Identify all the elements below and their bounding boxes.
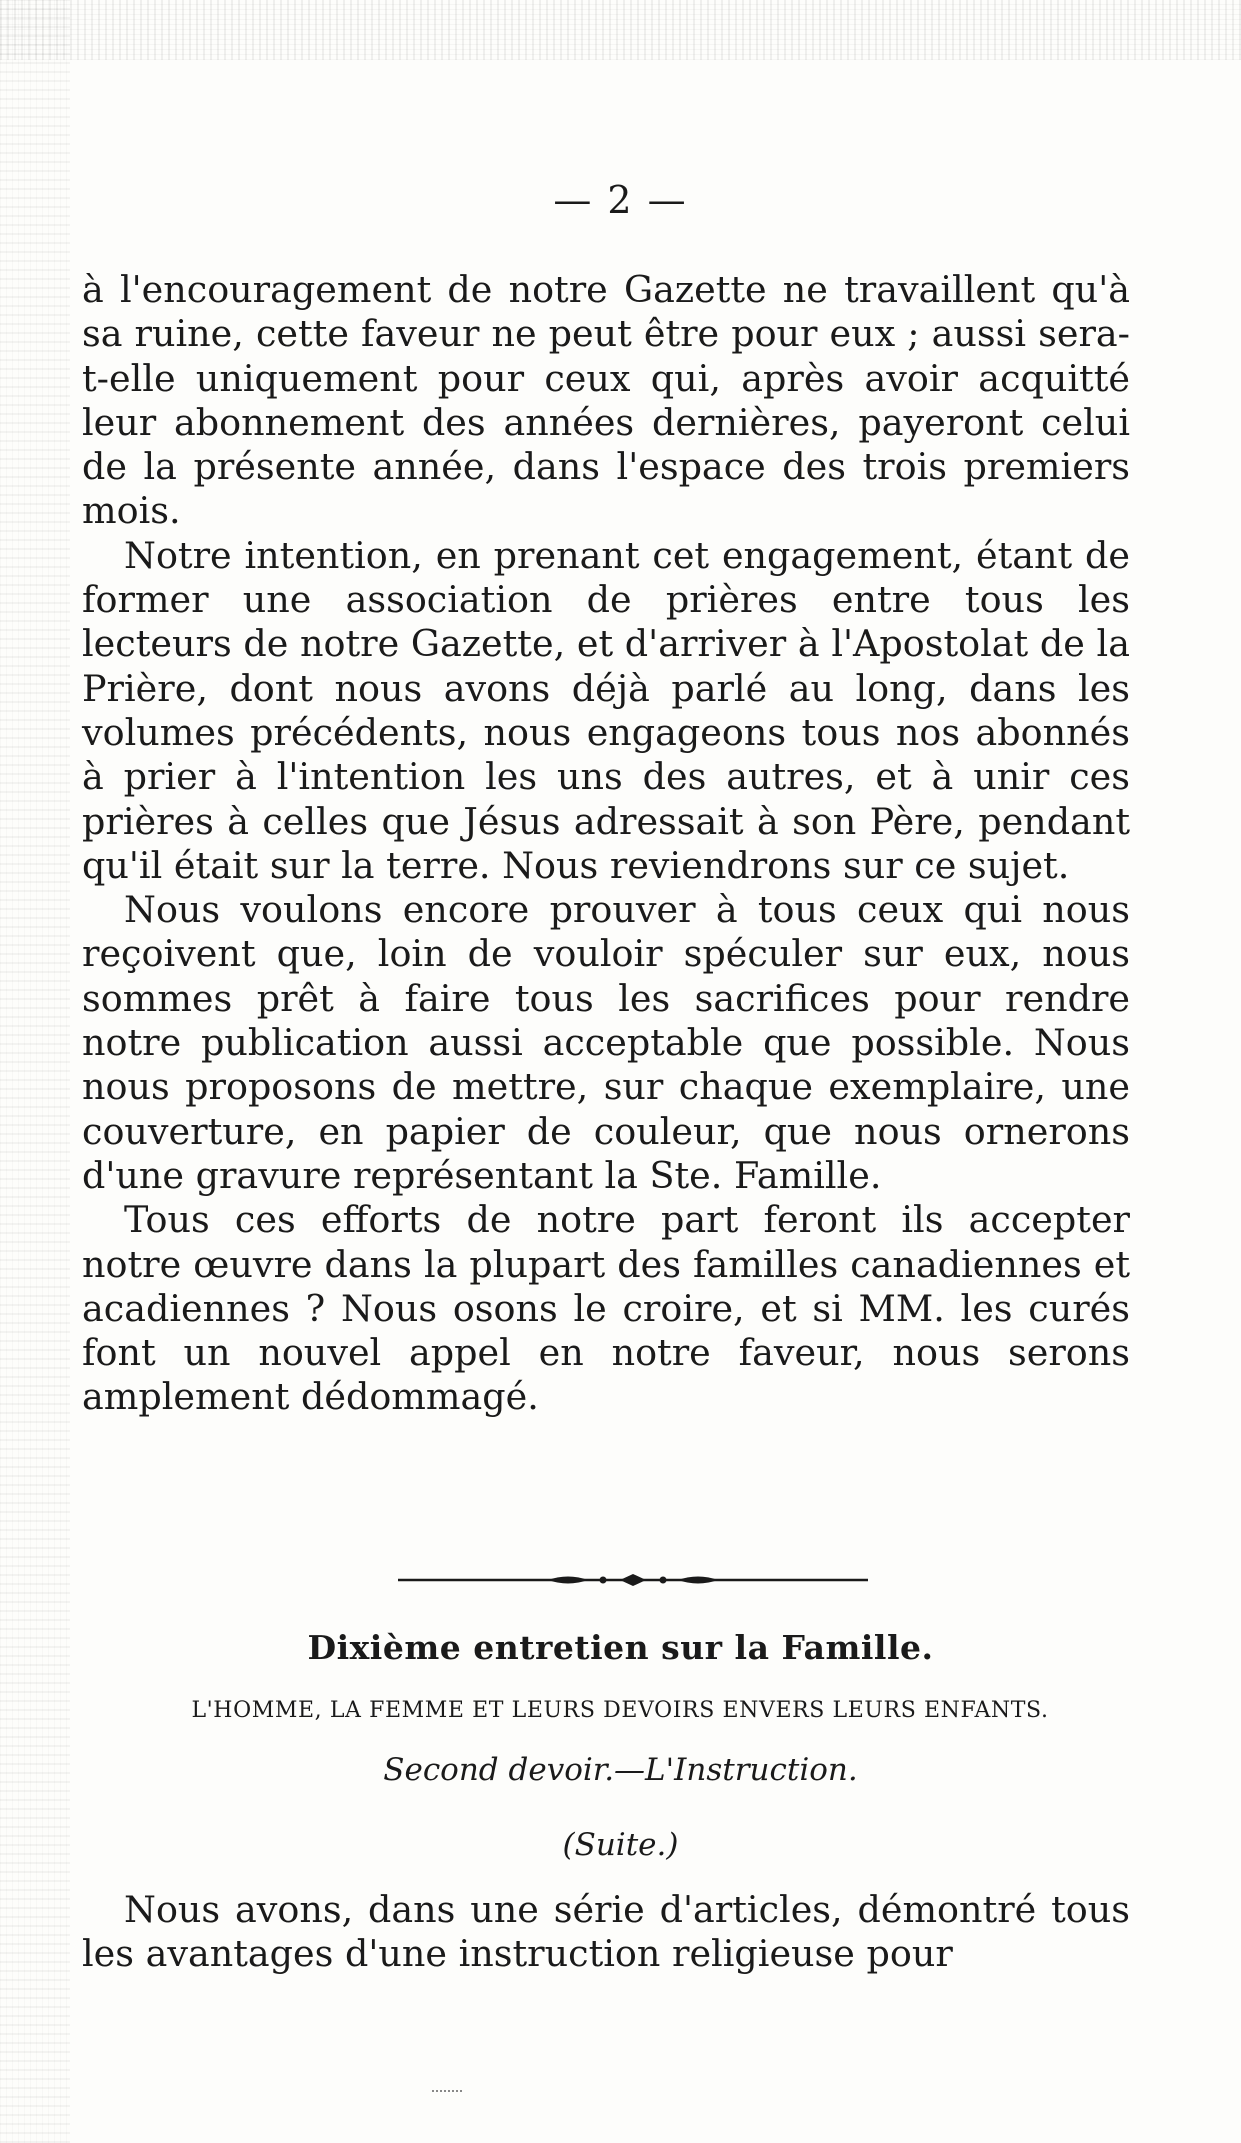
section-duty: Second devoir.—L'Instruction. bbox=[383, 1752, 858, 1788]
paragraph-4: Tous ces efforts de notre part feront ils accepter notre œuvre dans la plupart des familles canadiennes et acadiennes ? Nous osons le croire, et si MM. les curés font un nouvel appel en notre faveur, nous serons amplement dédommagé. bbox=[82, 1198, 1130, 1419]
body-text-top bbox=[82, 268, 1130, 1420]
paragraph-3: Nous voulons encore prouver à tous ceux qui nous reçoivent que, loin de vouloir spéculer sur eux, nous sommes prêt à faire tous les sacrifices pour rendre notre publication aussi acceptable que possible. Nous nous proposons de mettre, sur chaque exemplaire, une couverture, en papier de couleur, que nous ornerons d'une gravure représentant la Ste. Famille. bbox=[82, 888, 1130, 1197]
ornament-divider bbox=[398, 1572, 868, 1588]
bottom-mark bbox=[432, 2090, 462, 2096]
scan-noise-top bbox=[0, 0, 1241, 60]
section-suite: (Suite.) bbox=[562, 1827, 679, 1863]
paragraph-2: Notre intention, en prenant cet engagement, étant de former une association de prières entre tous les lecteurs de notre Gazette, et d'arriver à l'Apostolat de la Prière, dont nous avons déjà parlé au long, dans les volumes précédents, nous engageons tous nos abonnés à prier à l'intention les uns des autres, et à unir ces prières à celles que Jésus adressait à son Père, pendant qu'il était sur la terre. Nous reviendrons sur ce sujet. bbox=[82, 533, 1130, 887]
scan-noise-left bbox=[0, 0, 70, 2143]
page-number: — 2 — bbox=[553, 178, 688, 222]
paragraph-1: à l'encouragement de notre Gazette ne travaillent qu'à sa ruine, cette faveur ne peut être pour eux ; aussi sera-t-elle uniquement pour ceux qui, après avoir acquitté leur abonnement des années dernières, payeront celui de la présente année, dans l'espace des trois premiers mois. bbox=[82, 268, 1130, 533]
section-subtitle: L'HOMME, LA FEMME ET LEURS DEVOIRS ENVERS LEURS ENFANTS. bbox=[191, 1698, 1049, 1723]
paragraph-5: Nous avons, dans une série d'articles, démontré tous les avantages d'une instruction religieuse pour bbox=[82, 1888, 1130, 1976]
section-title: Dixième entretien sur la Famille. bbox=[307, 1628, 934, 1667]
body-text-bottom bbox=[82, 1888, 1130, 1977]
